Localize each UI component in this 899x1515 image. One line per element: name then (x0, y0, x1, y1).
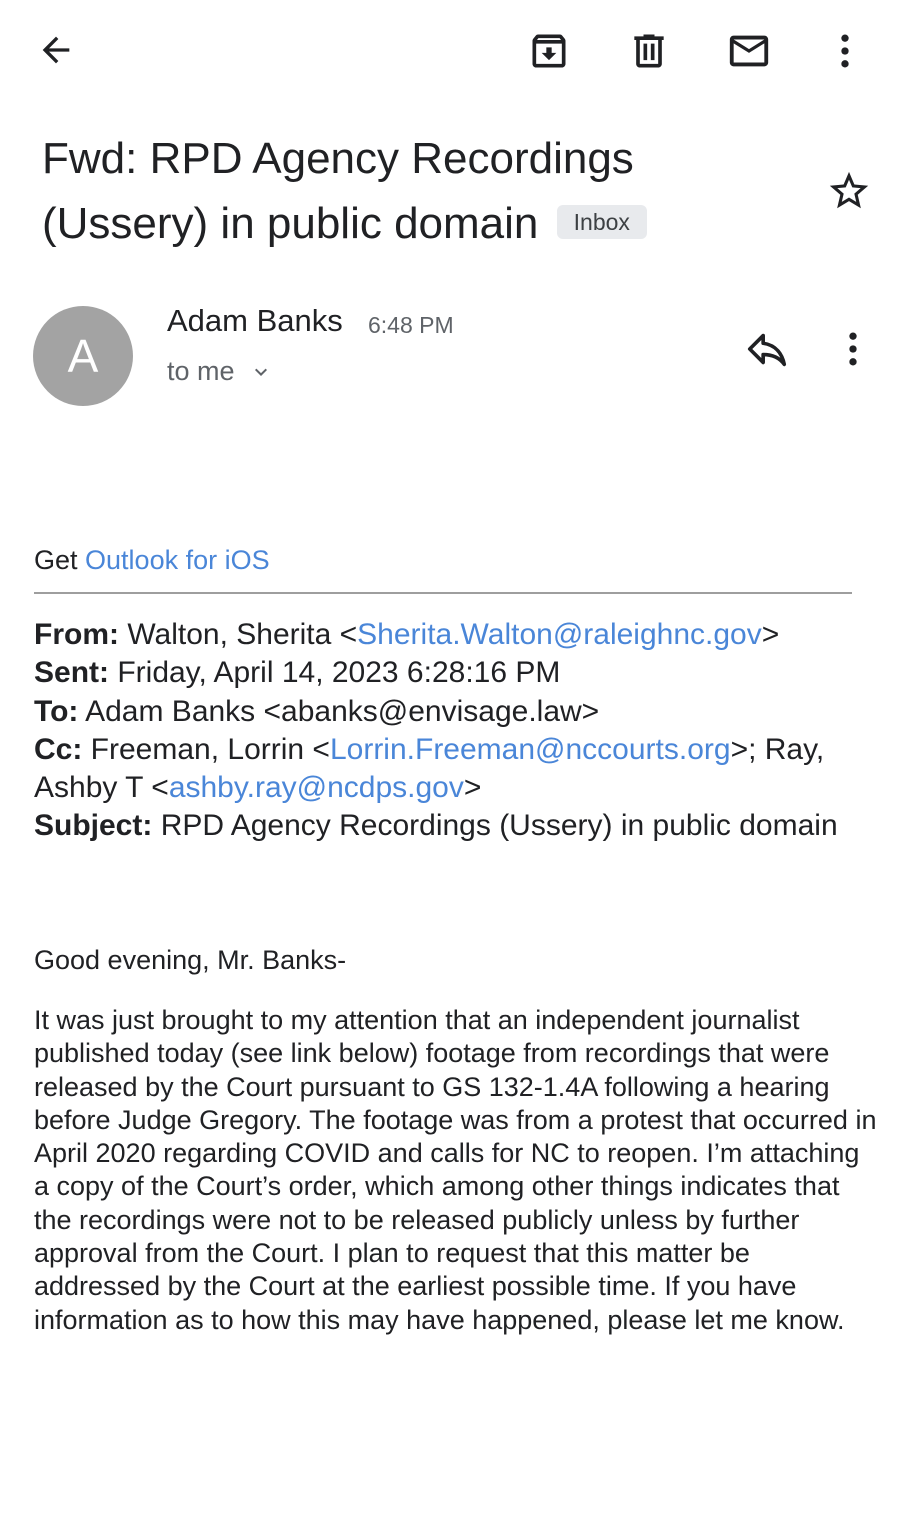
sent-line (34, 654, 874, 692)
reply-icon (744, 326, 790, 372)
back-button[interactable] (30, 24, 82, 76)
mail-icon (726, 28, 772, 74)
from-email-link[interactable]: Sherita.Walton@raleighnc.gov (357, 618, 762, 651)
recipient-details-toggle[interactable] (167, 356, 273, 387)
recipient-text: to me (167, 356, 235, 386)
to-label: To: (34, 694, 79, 728)
from-label: From: (34, 618, 119, 651)
to-line (34, 693, 874, 731)
from-line (34, 616, 874, 654)
from-close: > (761, 618, 780, 651)
archive-button[interactable] (522, 24, 576, 78)
sent-time: 6:48 PM (368, 312, 454, 338)
subject-label: Subject: (34, 809, 153, 843)
subject-value: RPD Agency Recordings (Ussery) in public domain (152, 809, 838, 843)
outlook-for-ios-link[interactable]: Outlook for iOS (85, 545, 270, 575)
sender-name: Adam Banks (167, 303, 343, 338)
forwarded-headers (34, 616, 874, 846)
cc-email-link-2[interactable]: ashby.ray@ncdps.gov (168, 771, 464, 805)
cc-line (34, 731, 874, 808)
divider (34, 592, 852, 594)
get-outlook-line (34, 545, 270, 576)
message-paragraph: It was just brought to my attention that an independent journalist published today (see link below) footage from recordings that were released by the Court pursuant to GS 132-1.4A following a hearing before Judge Gregory. The footage was from a protest that occurred in April 2020 regarding COVID and calls for NC to reopen. I’m attaching a copy of the Court’s order, which among other things indicates that the recordings were not to be released publicly unless by further approval from the Court. I plan to request that this matter be addressed by the Court at the earliest possible time. If you have information as to how this may have happened, please let me know. (34, 1005, 877, 1335)
more-vert-icon (823, 29, 867, 73)
archive-icon (527, 29, 571, 73)
get-prefix: Get (34, 545, 86, 575)
cc-mid: >; Ray, Ashby T < (34, 732, 825, 805)
to-value: Adam Banks <abanks@envisage.law> (78, 694, 600, 728)
sender-avatar[interactable]: A (33, 306, 133, 406)
inbox-label-chip[interactable]: Inbox (557, 205, 647, 239)
reply-button[interactable] (740, 322, 794, 376)
cc-label: Cc: (34, 732, 83, 766)
subject-line (34, 807, 874, 845)
email-subject (42, 126, 782, 256)
star-icon (826, 168, 872, 214)
sent-label: Sent: (34, 656, 109, 690)
cc-close: > (463, 771, 482, 805)
more-vert-icon (831, 327, 875, 371)
sent-value: Friday, April 14, 2023 6:28:16 PM (109, 656, 561, 690)
chevron-down-icon (249, 360, 273, 384)
message-more-button[interactable] (828, 322, 878, 376)
mark-unread-button[interactable] (722, 24, 776, 78)
email-subject-text: Fwd: RPD Agency Recordings (Ussery) in public domain (42, 134, 634, 248)
cc-email-link[interactable]: Lorrin.Freeman@nccourts.org (329, 732, 731, 766)
greeting-text: Good evening, Mr. Banks- (34, 945, 347, 975)
more-options-button[interactable] (818, 24, 872, 78)
from-name: Walton, Sherita < (119, 618, 358, 651)
back-arrow-icon (36, 30, 76, 70)
cc-name: Freeman, Lorrin < (82, 732, 330, 766)
delete-button[interactable] (622, 24, 676, 78)
star-button[interactable] (824, 166, 874, 216)
trash-icon (627, 29, 671, 73)
